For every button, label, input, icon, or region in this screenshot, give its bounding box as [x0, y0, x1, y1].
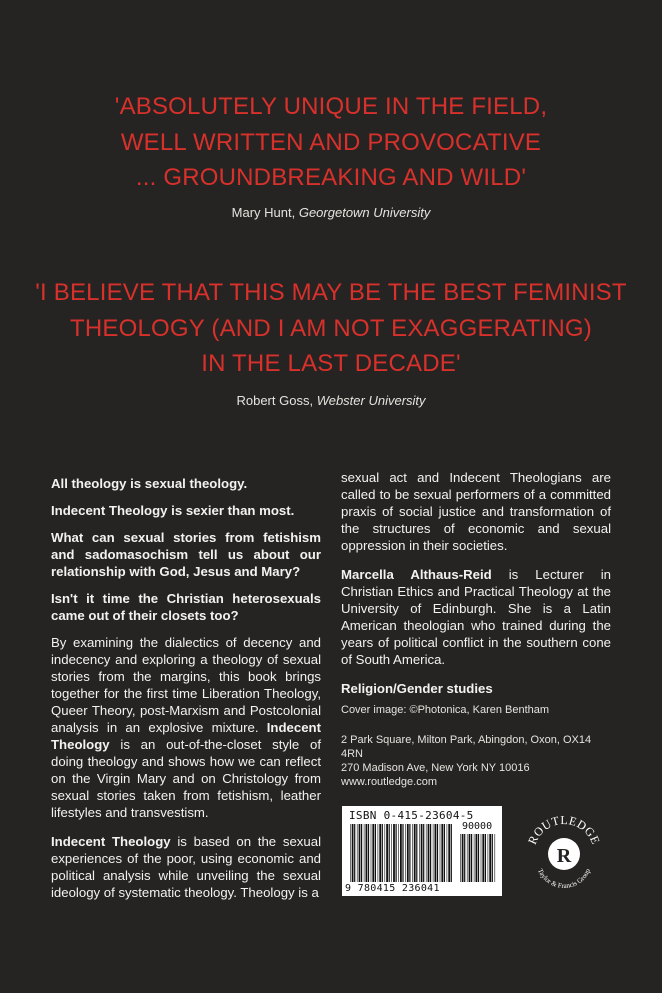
logo-publisher-name: ROUTLEDGE	[525, 812, 603, 847]
blurb-paragraph-1	[51, 634, 321, 821]
publisher-address-uk: 2 Park Square, Milton Park, Abingdon, Oxon, OX14 4RN	[341, 734, 592, 760]
paragraph-text: By examining the dialectics of decency and indecency and exploring a theology of sexual stories from the margins, this book brings together for the first time Liberation Theology, Queer Theory, post-Marxism and Postcolonial analysis in an explosive mixture.	[51, 635, 321, 735]
publisher-website: www.routledge.com	[341, 776, 437, 788]
author-bio	[341, 566, 611, 668]
paragraph-text: is an out-of-the-closet style of doing theology and shows how we can reflect on the Virgin Mary and on Christology from sexual stories taken from fetishism, leather lifestyles and transvestism.	[51, 737, 322, 820]
routledge-logo-icon	[522, 812, 606, 896]
blurb-lead-4: Isn't it time the Christian heterosexuals came out of their closets too?	[51, 591, 321, 623]
subject-category: Religion/Gender studies	[341, 681, 493, 696]
quote-attribution-2	[0, 393, 662, 408]
quote-affiliation: Georgetown University	[298, 205, 431, 220]
quote-line: THEOLOGY (AND I AM NOT EXAGGERATING)	[70, 314, 592, 342]
quote-block-1	[0, 89, 662, 196]
author-bio-text: is Lecturer in Christian Ethics and Practical Theology at the University of Edinburgh. She is a Latin American theologian who trained during the years of political conflict in the southern cone of South America.	[341, 567, 611, 667]
blurb-left-column	[51, 475, 321, 901]
quote-line: ... GROUNDBREAKING AND WILD'	[135, 164, 527, 191]
quote-author: Robert Goss,	[236, 393, 314, 408]
paragraph-text: is based on the sexual experiences of the poor, using economic and political analysis while unveiling the sexual ideology of systematic theology. Theology is a	[51, 834, 322, 900]
barcode-bars-icon	[350, 824, 454, 882]
blurb-lead-2: Indecent Theology is sexier than most.	[51, 503, 295, 518]
barcode-addon-number: 90000	[462, 821, 493, 832]
publisher-address-us: 270 Madison Ave, New York NY 10016	[341, 762, 530, 774]
blurb-paragraph-continued: sexual act and Indecent Theologians are called to be sexual performers of a committed praxis of social justice and transformation of the structures of economic and sexual oppression in their societies.	[341, 470, 611, 553]
cover-credit: Cover image: ©Photonica, Karen Bentham	[341, 704, 550, 716]
barcode-addon-bars-icon	[460, 834, 496, 882]
quote-line: 'ABSOLUTELY UNIQUE IN THE FIELD,	[114, 93, 548, 120]
author-name: Marcella Althaus-Reid	[341, 567, 492, 582]
logo-initial: R	[556, 845, 572, 867]
blurb-right-column	[341, 469, 611, 789]
quote-block-2	[0, 275, 662, 382]
quote-attribution-1	[0, 205, 662, 220]
blurb-paragraph-2	[51, 833, 321, 901]
quote-author: Mary Hunt,	[231, 205, 296, 220]
quote-line: WELL WRITTEN AND PROVOCATIVE	[120, 128, 542, 156]
blurb-lead-3: What can sexual stories from fetishism and sadomasochism tell us about our relationship with God, Jesus and Mary?	[51, 530, 321, 579]
book-title-inline: Indecent Theology	[51, 720, 321, 752]
isbn-text: ISBN 0-415-23604-5	[349, 809, 474, 822]
quote-affiliation: Webster University	[316, 393, 426, 408]
logo-group-name: Taylor & Francis Group	[535, 867, 593, 891]
quote-line: 'I BELIEVE THAT THIS MAY BE THE BEST FEMINIST	[35, 279, 627, 306]
svg-text:Taylor & Francis Group	[536, 867, 592, 890]
book-title-inline: Indecent Theology	[51, 834, 171, 849]
ean-number: 9 780415 236041	[345, 883, 440, 894]
quote-line: IN THE LAST DECADE'	[201, 350, 461, 377]
blurb-lead-1: All theology is sexual theology.	[51, 476, 248, 491]
isbn-barcode	[342, 806, 502, 896]
